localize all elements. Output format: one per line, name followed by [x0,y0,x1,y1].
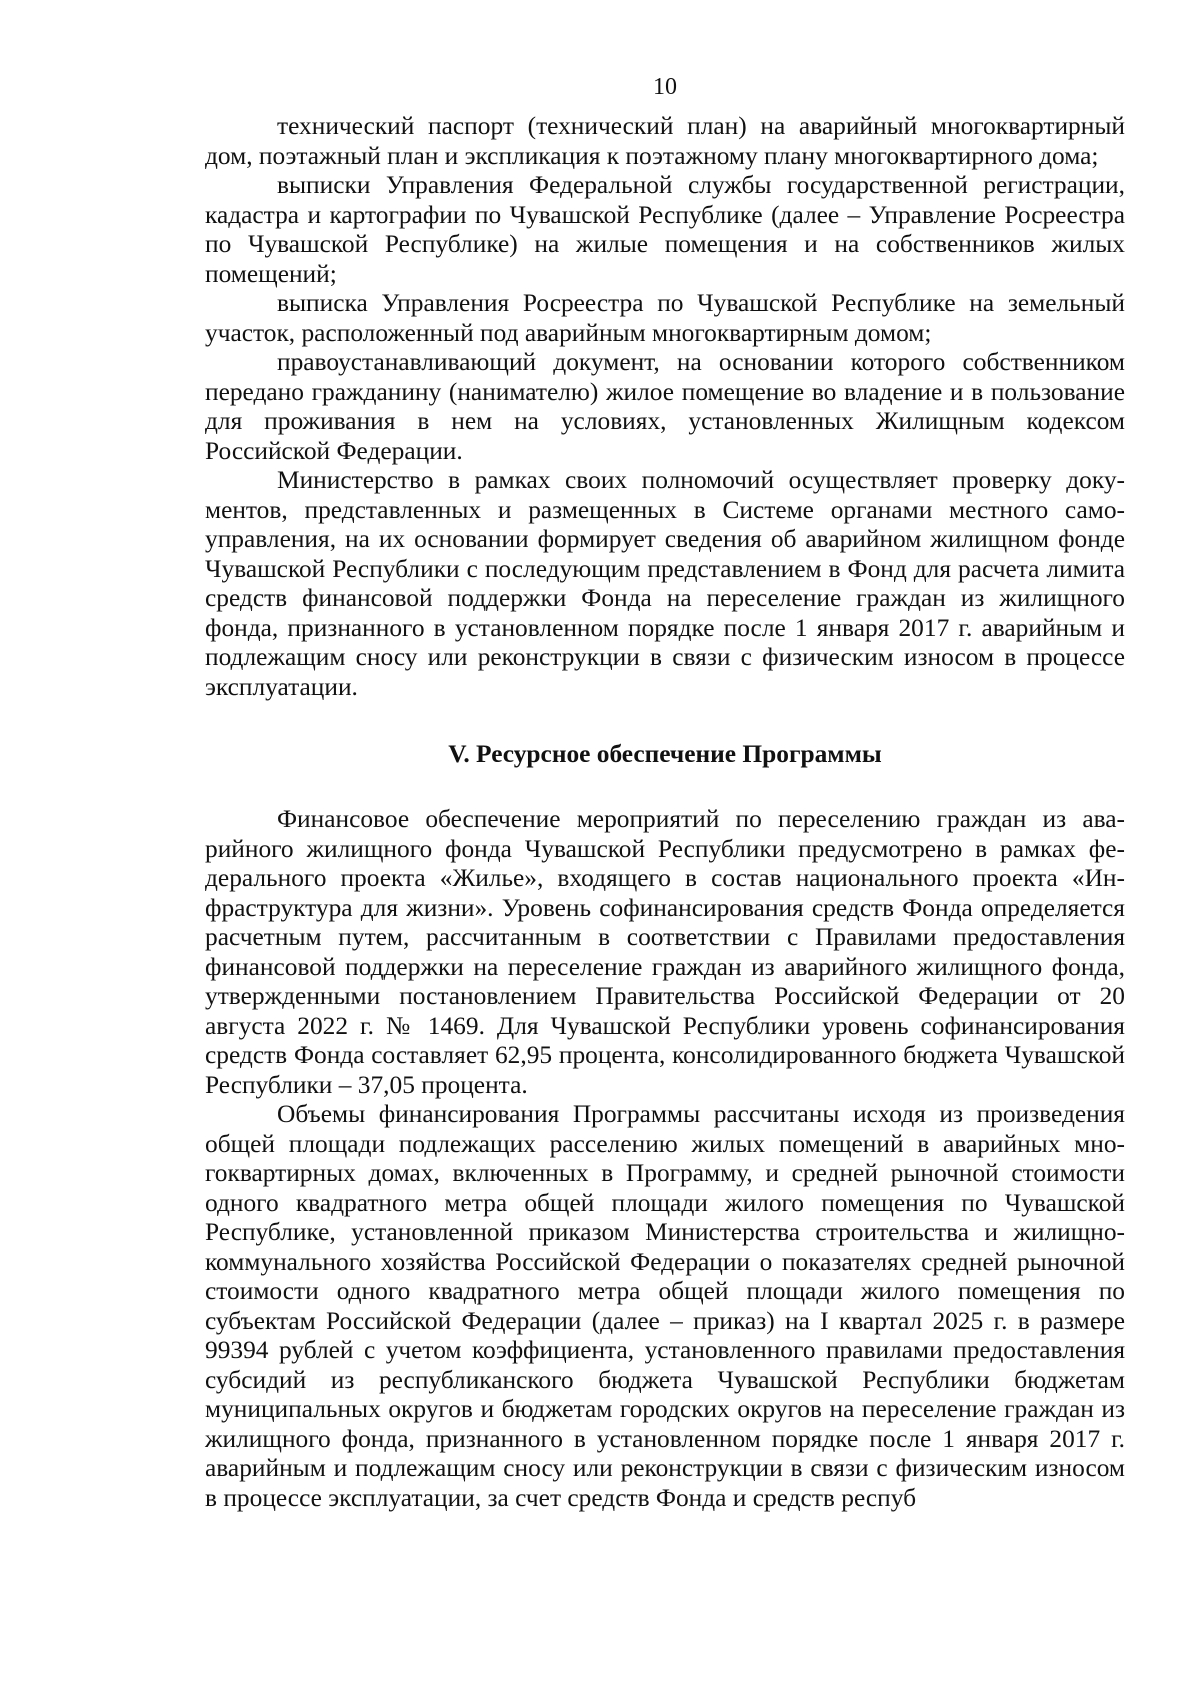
paragraph-funding-volumes: Объемы финансирования Программы рассчитаны исходя из произведения общей площади подлежащих расселению жилых помещений в аварийных многоквартирных домах, включенных в Программу, и средней рыночной стоимости одного квадратного метра общей площади жилого помещения по Чувашской Республике, установленной приказом Министерства строительства и жилищно-коммунального хозяйства Российской Федерации о показателях средней рыночной стоимости одного квадратного метра общей площади жилого помещения по субъектам Российской Федерации (далее – приказ) на I квартал 2025 г. в размере 99394 рублей с учетом коэффициента, установленного правилами предоставления субсидий из республиканского бюджета Чувашской Республики бюджетам муниципальных округов и бюджетам городских округов на переселение граждан из жилищного фонда, признанного в установленном порядке после 1 января 2017 г. аварийным и подлежащим сносу или реконструкции в связи с физическим износом в процессе эксплуатации, за счет средств Фонда и средств респуб [205,1100,1125,1512]
paragraph-rosreestr-extracts: выписки Управления Федеральной службы государственной регистрации, кадастра и картографии по Чувашской Республике (далее – Управление Росреестра по Чувашской Республике) на жилые помещения и на собственников жилых помещений; [205,171,1125,288]
paragraph-technical-passport: технический паспорт (технический план) на аварийный многоквартирный дом, поэтажный план и экспликация к поэтажному плану многоквартирного дома; [205,112,1125,170]
document-body [205,112,1125,1513]
paragraph-financial-provision: Финансовое обеспечение мероприятий по переселению граждан из аварийного жилищного фонда Чувашской Республики предусмотрено в рамках федерального проекта «Жилье», входящего в состав национального проекта «Инфраструктура для жизни». Уровень софинансирования средств Фонда определяется расчетным путем, рассчитанным в соответствии с Правилами предоставления финансовой поддержки на переселение граждан из аварийного жилищного фонда, утвержденными постановлением Правительства Российской Федерации от 20 августа 2022 г. № 1469. Для Чувашской Республики уровень софинансирования средств Фонда составляет 62,95 процента, консолидированного бюджета Чувашской Республики – 37,05 процента. [205,805,1125,1099]
document-page [205,0,1125,1697]
paragraph-title-document: правоустанавливающий документ, на основании которого собственником передано гражданину (нанимателю) жилое помещение во владение и в пользование для проживания в нем на условиях, установленных Жилищным кодексом Российской Федерации. [205,348,1125,465]
page-number: 10 [653,74,677,100]
paragraph-ministry-verification: Министерство в рамках своих полномочий осуществляет проверку документов, представленных и размещенных в Системе органами местного самоуправления, на их основании формирует сведения об аварийном жилищном фонде Чувашской Республики с последующим представлением в Фонд для расчета лимита средств финансовой поддержки Фонда на переселение граждан из жилищного фонда, признанного в установленном порядке после 1 января 2017 г. аварийным и подлежащим сносу или реконструкции в связи с физическим износом в процессе эксплуатации. [205,466,1125,701]
paragraph-land-plot-extract: выписка Управления Росреестра по Чувашской Республике на земельный участок, расположенный под аварийным многоквартирным домом; [205,289,1125,347]
section-heading: V. Ресурсное обеспечение Программы [448,740,882,768]
